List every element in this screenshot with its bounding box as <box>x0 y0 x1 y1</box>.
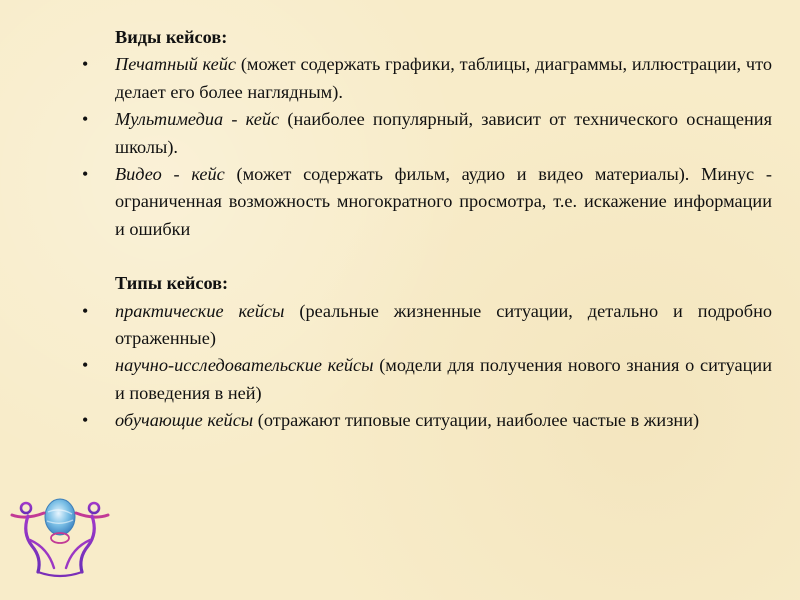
list-item <box>82 352 772 407</box>
list-item <box>82 298 772 353</box>
item-text: (наиболее популярный, зависит от технического оснащения школы). <box>115 109 772 157</box>
bullet-icon: • <box>82 109 89 130</box>
case-types-list <box>82 298 772 435</box>
item-term: Видео - кейс <box>115 164 225 185</box>
slide-content <box>82 24 772 435</box>
item-term: Печатный кейс <box>115 54 237 75</box>
case-kinds-heading: Виды кейсов: <box>115 27 228 47</box>
list-item <box>82 161 772 243</box>
case-types-heading: Типы кейсов: <box>115 273 229 294</box>
case-kinds-list <box>82 51 772 243</box>
item-term: Мультимедиа - кейс <box>115 109 280 130</box>
item-text: (модели для получения нового знания о ситуации и поведения в ней) <box>115 355 772 403</box>
item-text: (может содержать фильм, аудио и видео материалы). Минус - ограниченная возможность многократного просмотра, т.е. искажение информации и ошибки <box>115 164 772 239</box>
bullet-icon: • <box>82 164 89 185</box>
bullet-icon: • <box>82 300 89 321</box>
bullet-icon: • <box>82 54 89 75</box>
item-text: (отражают типовые ситуации, наиболее частые в жизни) <box>253 410 700 431</box>
item-term: обучающие кейсы <box>115 410 254 431</box>
item-term: практические кейсы <box>115 300 285 321</box>
section-gap <box>82 243 772 270</box>
right-figure-head <box>89 503 99 513</box>
item-text: (реальные жизненные ситуации, детально и подробно отраженные) <box>115 300 772 349</box>
list-item <box>82 407 772 434</box>
globe-shape <box>45 499 75 535</box>
list-item <box>82 51 772 106</box>
school-emblem-icon <box>8 488 112 582</box>
list-item <box>82 106 772 161</box>
bullet-icon: • <box>82 410 89 431</box>
item-term: научно-исследовательские кейсы <box>115 355 374 376</box>
item-text: (может содержать графики, таблицы, диаграммы, иллюстрации, что делает его более наглядным). <box>115 54 772 102</box>
bullet-icon: • <box>82 355 89 376</box>
left-figure-head <box>21 503 31 513</box>
